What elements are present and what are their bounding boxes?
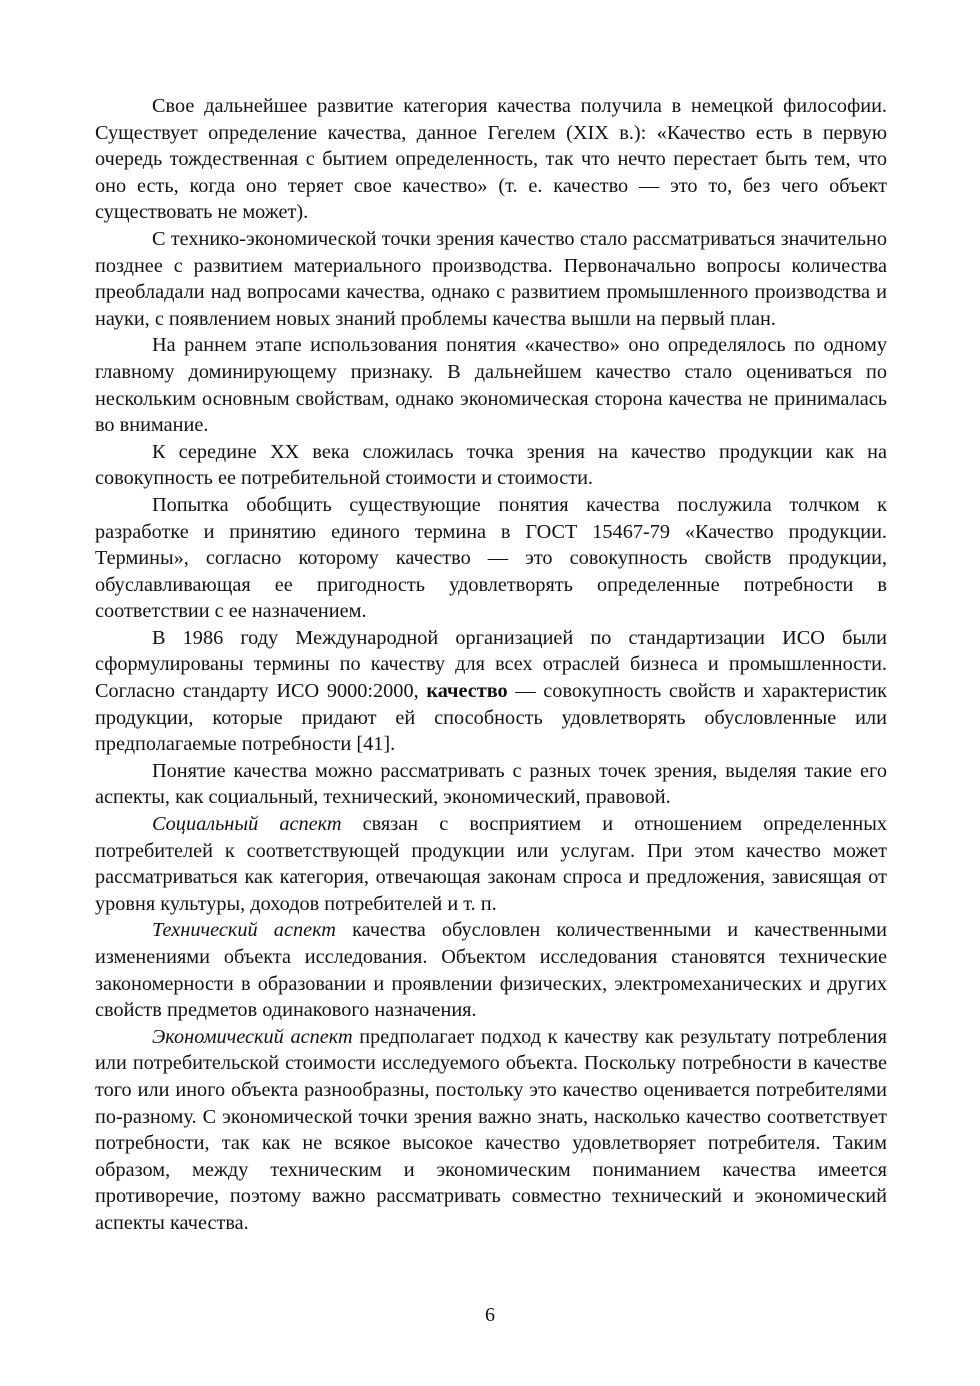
- iso-text-after: — совокупность свойств и характеристик продукции, которые придают ей способность удовлетворять обусловленные или предполагаемые потребности [41].: [95, 680, 888, 756]
- iso-term-bold: качество: [426, 680, 508, 703]
- paragraph-technical-aspect: [95, 917, 887, 1023]
- paragraph-social-aspect: [95, 811, 887, 917]
- paragraph-iso: [95, 625, 887, 758]
- social-aspect-term: Социальный аспект: [152, 813, 342, 836]
- paragraph-20th-century: К середине XX века сложилась точка зрения на качество продукции как на совокупность ее потребительной стоимости и стоимости.: [95, 440, 887, 490]
- paragraph-aspects: Понятие качества можно рассматривать с разных точек зрения, выделяя такие его аспекты, как социальный, технический, экономический, правовой.: [95, 759, 887, 809]
- page-body: [95, 93, 887, 1237]
- economic-aspect-text: предполагает подход к качеству как результату потребления или потребительской стоимости исследуемого объекта. Поскольку потребности в качестве того или иного объекта разнообразны, постольку это качество оценивается потребителями по-разному. С экономической точки зрения важно знать, насколько качество соответствует потребности, так как не всякое высокое качество удовлетворяет потребителя. Таким образом, между техническим и экономическим пониманием качества имеется противоречие, поэтому важно рассматривать совместно технический и экономический аспекты качества.: [95, 1025, 887, 1234]
- paragraph-early-stage: На раннем этапе использования понятия «качество» оно определялось по одному главному доминирующему признаку. В дальнейшем качество стало оцениваться по нескольким основным свойствам, однако экономическая сторона качества не принималась во внимание.: [95, 334, 887, 437]
- iso-text-before: В 1986 году Международной организацией по стандартизации ИСО были сформулированы термины по качеству для всех отраслей бизнеса и промышленности. Согласно стандарту ИСО 9000:2000,: [95, 626, 887, 703]
- economic-aspect-term: Экономический аспект: [152, 1025, 353, 1048]
- paragraph-gost: Попытка обобщить существующие понятия качества послужила толчком к разработке и принятию единого термина в ГОСТ 15467-79 «Качество продукции. Термины», согласно которому качество — это совокупность свойств продукции, обуславливающая ее пригодность удовлетворять определенные потребности в соответствии с ее назначением.: [95, 493, 887, 623]
- technical-aspect-term: Технический аспект: [152, 919, 336, 942]
- paragraph-technical-economic: С технико-экономической точки зрения качество стало рассматриваться значительно позднее с развитием материального производства. Первоначально вопросы количества преобладали над вопросами качества, однако с развитием промышленного производства и науки, с появлением новых знаний проблемы качества вышли на первый план.: [95, 227, 887, 330]
- paragraph-economic-aspect: [95, 1024, 887, 1237]
- page-number: 6: [485, 1304, 495, 1326]
- social-aspect-text: связан с восприятием и отношением определенных потребителей к соответствующей продукции или услугам. При этом качество может рассматриваться как категория, отвечающая законам спроса и предложения, зависящая от уровня культуры, доходов потребителей и т. п.: [95, 813, 887, 915]
- technical-aspect-text: качества обусловлен количественными и качественными изменениями объекта исследования. Объектом исследования становятся технические закономерности в образовании и проявлении физических, электромеханических и других свойств предметов одинакового назначения.: [95, 919, 887, 1022]
- paragraph-hegel: Свое дальнейшее развитие категория качества получила в немецкой философии. Существует определение качества, данное Гегелем (XIX в.): «Качество есть в первую очередь тождественная с бытием определенность, так что нечто перестает быть тем, что оно есть, когда оно теряет свое качество» (т. е. качество — это то, без чего объект существовать не может).: [95, 95, 887, 224]
